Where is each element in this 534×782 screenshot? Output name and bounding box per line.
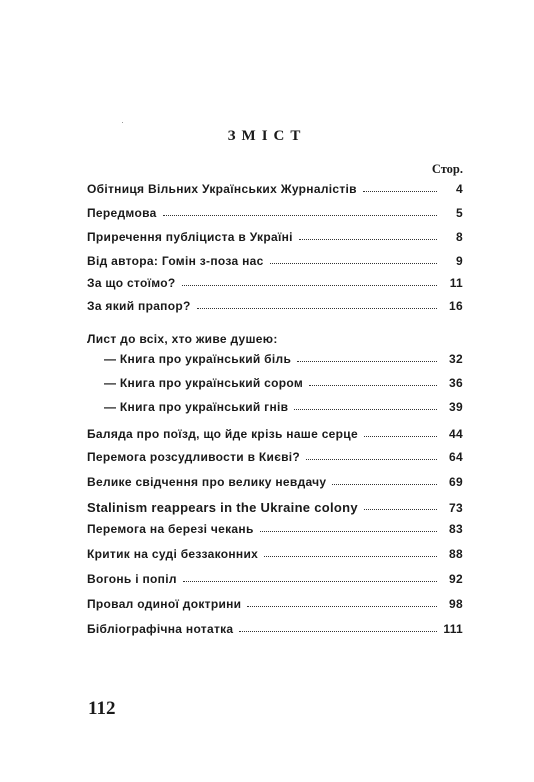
toc-entry [87,572,463,588]
toc-entry [87,299,463,315]
toc-entry-page: 64 [449,450,463,464]
toc-section-heading [87,332,463,348]
page-column-header: Стор. [431,162,463,176]
toc-entry-title: Від автора: Гомін з-поза нас [87,254,264,268]
dot-leader [260,522,437,532]
toc-entry-page: 5 [456,206,463,220]
dot-leader [364,500,437,510]
toc-entry-title: Передмова [87,206,157,220]
dot-leader [309,376,437,386]
toc-entry [87,597,463,613]
toc-entry-page: 9 [456,254,463,268]
toc-entry-title: — Книга про український гнів [104,400,289,414]
toc-entry [87,450,463,466]
toc-sub-entry [104,352,463,368]
toc-entry-page: 111 [443,622,463,636]
toc-entry-page: 88 [449,547,463,561]
dot-leader [297,352,437,362]
toc-entry-page: 44 [449,427,463,441]
toc-entry-page: 92 [449,572,463,586]
toc-sub-entry [104,400,463,416]
dot-leader [299,230,437,240]
toc-entry [87,622,463,638]
toc-entry [87,427,463,443]
toc-entry-title: Баляда про поїзд, що йде крізь наше серце [87,427,358,441]
dot-leader [363,182,437,192]
toc-entry-title: Обітниця Вільних Українських Журналістів [87,182,357,196]
page-number: 112 [88,698,116,719]
toc-entry-page: 16 [449,299,463,313]
toc-entry [87,475,463,491]
toc-entry-title: Вогонь і попіл [87,572,177,586]
toc-entry-page: 69 [449,475,463,489]
toc-entry [87,547,463,563]
toc-entry-title: Перемога розсудливости в Києві? [87,450,301,464]
dot-leader [182,276,437,286]
dot-leader [183,572,437,582]
toc-entry-title: Критик на суді беззаконних [87,547,259,561]
dot-leader [247,597,437,607]
paper-speck [122,122,123,123]
toc-entry [87,276,463,292]
dot-leader [364,427,437,437]
toc-entry-title: Приречення публіциста в Україні [87,230,293,244]
toc-entry [87,500,463,516]
toc-entry-title: Stalinism reappears in the Ukraine colony [87,500,358,515]
toc-entry-page: 39 [449,400,463,414]
dot-leader [239,622,437,632]
toc-entry-title: За що стоїмо? [87,276,176,290]
dot-leader [294,400,437,410]
toc-entry-title: — Книга про український сором [104,376,304,390]
dot-leader [306,450,437,460]
toc-entry [87,206,463,222]
toc-entry-title: Лист до всіх, хто живе душею: [87,332,278,346]
toc-entry-page: 11 [449,276,463,290]
toc-entry-page: 83 [449,522,463,536]
toc-entry-title: Провал одиної доктрини [87,597,242,611]
toc-entry-page: 98 [449,597,463,611]
toc-entry-page: 73 [449,501,463,515]
toc-entry-title: Велике свідчення про велику невдачу [87,475,327,489]
toc-entry-page: 8 [456,230,463,244]
dot-leader [197,299,437,309]
dot-leader [332,475,437,485]
dot-leader [163,206,437,216]
toc-entry [87,522,463,538]
toc-entry-page: 32 [449,352,463,366]
dot-leader [264,547,437,557]
toc-entry-title: — Книга про український біль [104,352,292,366]
toc-entry-page: 36 [449,376,463,390]
dot-leader [270,254,437,264]
toc-entry-title: За який прапор? [87,299,191,313]
page-title: ЗМІСТ [227,128,307,144]
toc-entry [87,254,463,270]
toc-sub-entry [104,376,463,392]
toc-entry [87,230,463,246]
toc-entry-title: Бібліографічна нотатка [87,622,234,636]
toc-entry-page: 4 [456,182,463,196]
toc-entry-title: Перемога на березі чекань [87,522,254,536]
toc-entry [87,182,463,198]
